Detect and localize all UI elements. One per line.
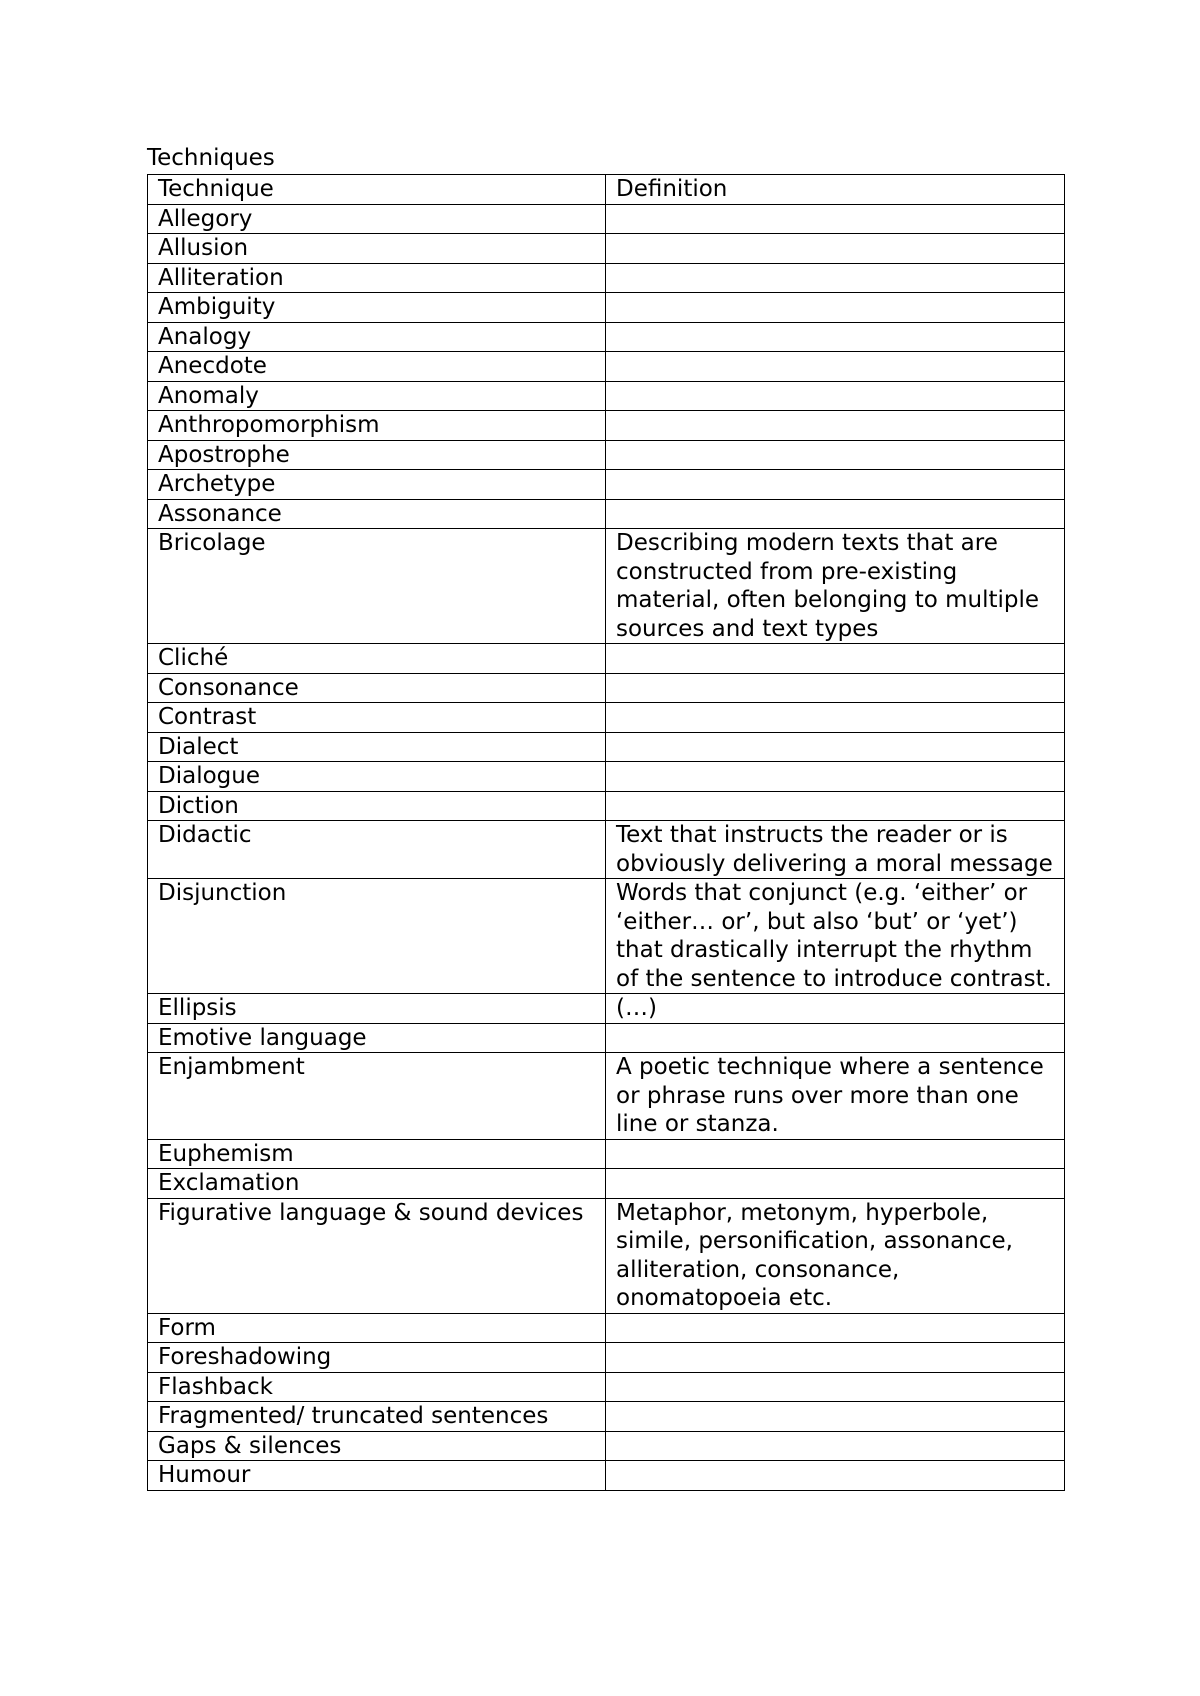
- technique-cell: Allusion: [148, 234, 606, 264]
- table-row: [148, 1139, 1065, 1169]
- definition-cell: [606, 1431, 1065, 1461]
- definition-cell: [606, 470, 1065, 500]
- table-row: [148, 703, 1065, 733]
- technique-cell: Assonance: [148, 499, 606, 529]
- technique-cell: Cliché: [148, 644, 606, 674]
- table-row: [148, 762, 1065, 792]
- technique-cell: Disjunction: [148, 879, 606, 994]
- table-row: [148, 732, 1065, 762]
- technique-cell: Archetype: [148, 470, 606, 500]
- definition-cell: [606, 673, 1065, 703]
- technique-cell: Exclamation: [148, 1169, 606, 1199]
- table-row: [148, 204, 1065, 234]
- technique-cell: Anecdote: [148, 352, 606, 382]
- table-row: [148, 1343, 1065, 1373]
- table-row: [148, 1198, 1065, 1313]
- definition-cell: [606, 1313, 1065, 1343]
- table-row: [148, 673, 1065, 703]
- table-row: [148, 879, 1065, 994]
- definition-cell: [606, 791, 1065, 821]
- definition-cell: [606, 293, 1065, 323]
- definition-cell: [606, 263, 1065, 293]
- technique-cell: Figurative language & sound devices: [148, 1198, 606, 1313]
- table-row: [148, 411, 1065, 441]
- table-row: [148, 1169, 1065, 1199]
- table-header-row: [148, 175, 1065, 205]
- definition-cell: [606, 1461, 1065, 1491]
- definition-cell: Words that conjunct (e.g. ‘either’ or ‘either… or’, but also ‘but’ or ‘yet’) that drastically interrupt the rhythm of the sentence to introduce contrast.: [606, 879, 1065, 994]
- definition-cell: [606, 204, 1065, 234]
- table-row: [148, 791, 1065, 821]
- definition-cell: Text that instructs the reader or is obviously delivering a moral message: [606, 821, 1065, 879]
- table-row: [148, 994, 1065, 1024]
- table-row: [148, 440, 1065, 470]
- table-row: [148, 263, 1065, 293]
- definition-cell: [606, 322, 1065, 352]
- definition-cell: [606, 234, 1065, 264]
- definition-cell: [606, 1372, 1065, 1402]
- table-row: [148, 1023, 1065, 1053]
- technique-cell: Foreshadowing: [148, 1343, 606, 1373]
- definition-cell: Describing modern texts that are constructed from pre-existing material, often belonging to multiple sources and text types: [606, 529, 1065, 644]
- technique-cell: Diction: [148, 791, 606, 821]
- definition-cell: [606, 352, 1065, 382]
- table-row: [148, 470, 1065, 500]
- definition-cell: [606, 1139, 1065, 1169]
- technique-cell: Anomaly: [148, 381, 606, 411]
- definition-cell: [606, 1343, 1065, 1373]
- table-row: [148, 529, 1065, 644]
- technique-cell: Gaps & silences: [148, 1431, 606, 1461]
- table-row: [148, 234, 1065, 264]
- definition-cell: [606, 703, 1065, 733]
- definition-cell: [606, 762, 1065, 792]
- table-row: [148, 644, 1065, 674]
- table-row: [148, 1313, 1065, 1343]
- table-row: [148, 1402, 1065, 1432]
- technique-cell: Flashback: [148, 1372, 606, 1402]
- technique-cell: Ambiguity: [148, 293, 606, 323]
- table-row: [148, 322, 1065, 352]
- technique-cell: Anthropomorphism: [148, 411, 606, 441]
- table-row: [148, 1053, 1065, 1140]
- technique-cell: Consonance: [148, 673, 606, 703]
- technique-cell: Ellipsis: [148, 994, 606, 1024]
- table-row: [148, 821, 1065, 879]
- definition-cell: [606, 644, 1065, 674]
- techniques-table: [147, 174, 1065, 1491]
- technique-cell: Alliteration: [148, 263, 606, 293]
- technique-cell: Analogy: [148, 322, 606, 352]
- technique-cell: Dialogue: [148, 762, 606, 792]
- definition-cell: Metaphor, metonym, hyperbole, simile, personification, assonance, alliteration, consonance, onomatopoeia etc.: [606, 1198, 1065, 1313]
- technique-cell: Contrast: [148, 703, 606, 733]
- table-row: [148, 293, 1065, 323]
- technique-cell: Enjambment: [148, 1053, 606, 1140]
- technique-cell: Allegory: [148, 204, 606, 234]
- technique-cell: Apostrophe: [148, 440, 606, 470]
- definition-cell: [606, 440, 1065, 470]
- page-title: Techniques: [147, 145, 275, 171]
- header-technique: Technique: [148, 175, 606, 205]
- technique-cell: Bricolage: [148, 529, 606, 644]
- technique-cell: Humour: [148, 1461, 606, 1491]
- table-row: [148, 1461, 1065, 1491]
- table-row: [148, 499, 1065, 529]
- technique-cell: Didactic: [148, 821, 606, 879]
- technique-cell: Euphemism: [148, 1139, 606, 1169]
- definition-cell: [606, 381, 1065, 411]
- definition-cell: [606, 1169, 1065, 1199]
- table-row: [148, 352, 1065, 382]
- definition-cell: [606, 499, 1065, 529]
- technique-cell: Form: [148, 1313, 606, 1343]
- definition-cell: (…): [606, 994, 1065, 1024]
- table-row: [148, 1431, 1065, 1461]
- definition-cell: [606, 411, 1065, 441]
- definition-cell: [606, 732, 1065, 762]
- table-body: [148, 204, 1065, 1490]
- technique-cell: Fragmented/ truncated sentences: [148, 1402, 606, 1432]
- table-row: [148, 1372, 1065, 1402]
- table-row: [148, 381, 1065, 411]
- technique-cell: Dialect: [148, 732, 606, 762]
- definition-cell: [606, 1402, 1065, 1432]
- definition-cell: A poetic technique where a sentence or phrase runs over more than one line or stanza.: [606, 1053, 1065, 1140]
- definition-cell: [606, 1023, 1065, 1053]
- header-definition: Definition: [606, 175, 1065, 205]
- technique-cell: Emotive language: [148, 1023, 606, 1053]
